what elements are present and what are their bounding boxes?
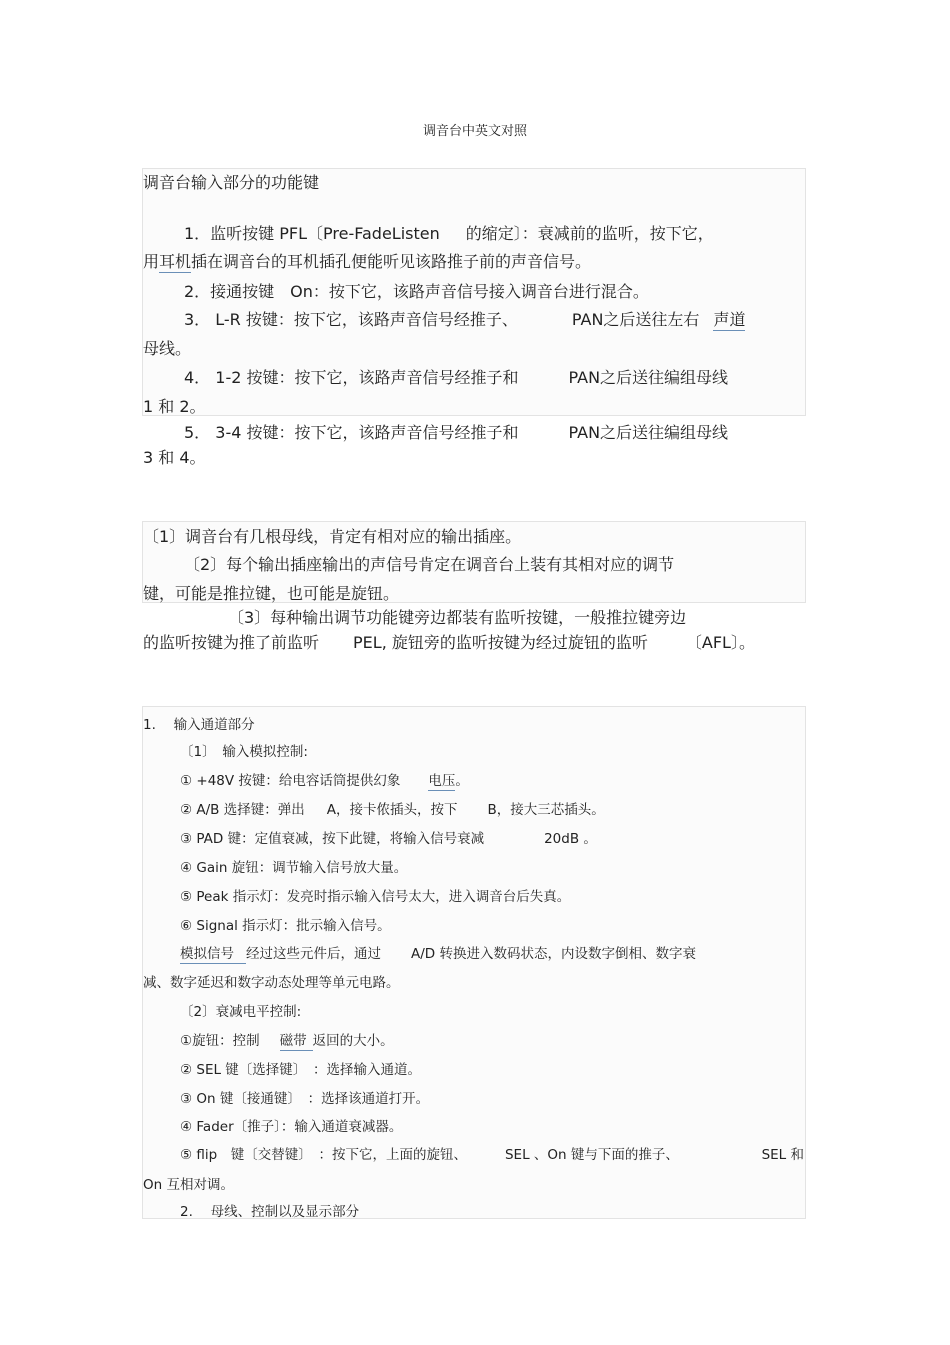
list-item: ③ PAD 键：定值衰减，按下此键，将输入信号衰减 20dB 。 [180, 831, 597, 847]
list-item: ⑤ flip 键〔交替键〕 ：按下它，上面的旋钮、 SEL 、On 键与下面的推子、 SEL 和 [180, 1147, 804, 1163]
list-item: ② A/B 选择键：弹出 A，接卡侬插头，按下 B，接大三芯插头。 [180, 802, 605, 818]
paragraph-line: 母线。 [143, 339, 192, 358]
paragraph-line: 〔3〕每种输出调节功能键旁边都装有监听按键，一般推拉键旁边 [228, 608, 687, 627]
paragraph-line: On 互相对调。 [143, 1177, 234, 1193]
section-heading: 调音台输入部分的功能键 [143, 173, 320, 192]
underlined-term: 磁带 [280, 1033, 313, 1051]
paragraph-line: 〔2〕每个输出插座输出的声信号肯定在调音台上装有其相对应的调节 [184, 555, 675, 574]
list-item: ⑤ Peak 指示灯：发亮时指示输入信号太大，进入调音台后失真。 [180, 889, 571, 905]
document-title: 调音台中英文对照 [422, 124, 527, 139]
list-item: ② SEL 键〔选择键〕 ：选择输入通道。 [180, 1062, 422, 1078]
paragraph-line: 键，可能是推拉键，也可能是旋钮。 [143, 584, 400, 603]
subsection-heading: 〔1〕 输入模拟控制: [180, 744, 308, 760]
underlined-term: 电压 [428, 773, 456, 789]
paragraph-line: 用耳机插在调音台的耳机插孔便能听见该路推子前的声音信号。 [143, 252, 592, 271]
paragraph-line: 〔1〕调音台有几根母线，肯定有相对应的输出插座。 [143, 527, 522, 546]
list-item: ⑥ Signal 指示灯：批示输入信号。 [180, 918, 391, 934]
paragraph-line: 模拟信号 经过这些元件后，通过 A/D 转换进入数码状态，内设数字倒相、数字衰 [180, 946, 696, 962]
list-item: ①旋钮：控制 磁带 返回的大小。 [180, 1033, 394, 1049]
paragraph-line: 3 和 4。 [143, 448, 206, 467]
list-item: ④ Gain 旋钮：调节输入信号放大量。 [180, 860, 408, 876]
paragraph-line: 2．接通按键 On：按下它，该路声音信号接入调音台进行混合。 [184, 282, 649, 301]
paragraph-line: 减、数字延迟和数字动态处理等单元电路。 [143, 975, 400, 991]
paragraph-line: 5． 3-4 按键：按下它，该路声音信号经推子和 PAN之后送往编组母线 [184, 423, 729, 442]
list-item: ① +48V 按键：给电容话筒提供幻象 电压。 [180, 773, 469, 789]
section-heading: 2. 母线、控制以及显示部分 [180, 1204, 360, 1220]
paragraph-line: 1 和 2。 [143, 397, 206, 416]
underlined-term: 耳机 [159, 252, 192, 271]
underlined-term: 声道 [713, 310, 746, 329]
list-item: ③ On 键〔接通键〕 ：选择该通道打开。 [180, 1091, 430, 1107]
subsection-heading: 〔2〕衰减电平控制: [180, 1004, 302, 1020]
paragraph-line: 3． L-R 按键：按下它，该路声音信号经推子、 PAN之后送往左右 声道 [184, 310, 746, 329]
list-item: ④ Fader〔推子〕：输入通道衰减器。 [180, 1119, 403, 1135]
underlined-term: 模拟信号 [180, 946, 246, 964]
section-heading: 1. 输入通道部分 [143, 717, 255, 733]
paragraph-line: 4． 1-2 按键：按下它，该路声音信号经推子和 PAN之后送往编组母线 [184, 368, 729, 387]
paragraph-line: 1．监听按键 PFL〔Pre-FadeListen 的缩定〕：衰减前的监听，按下它， [184, 224, 714, 243]
paragraph-line: 的监听按键为推了前监听 PEL, 旋钮旁的监听按键为经过旋钮的监听 〔AFL〕。 [143, 633, 755, 652]
